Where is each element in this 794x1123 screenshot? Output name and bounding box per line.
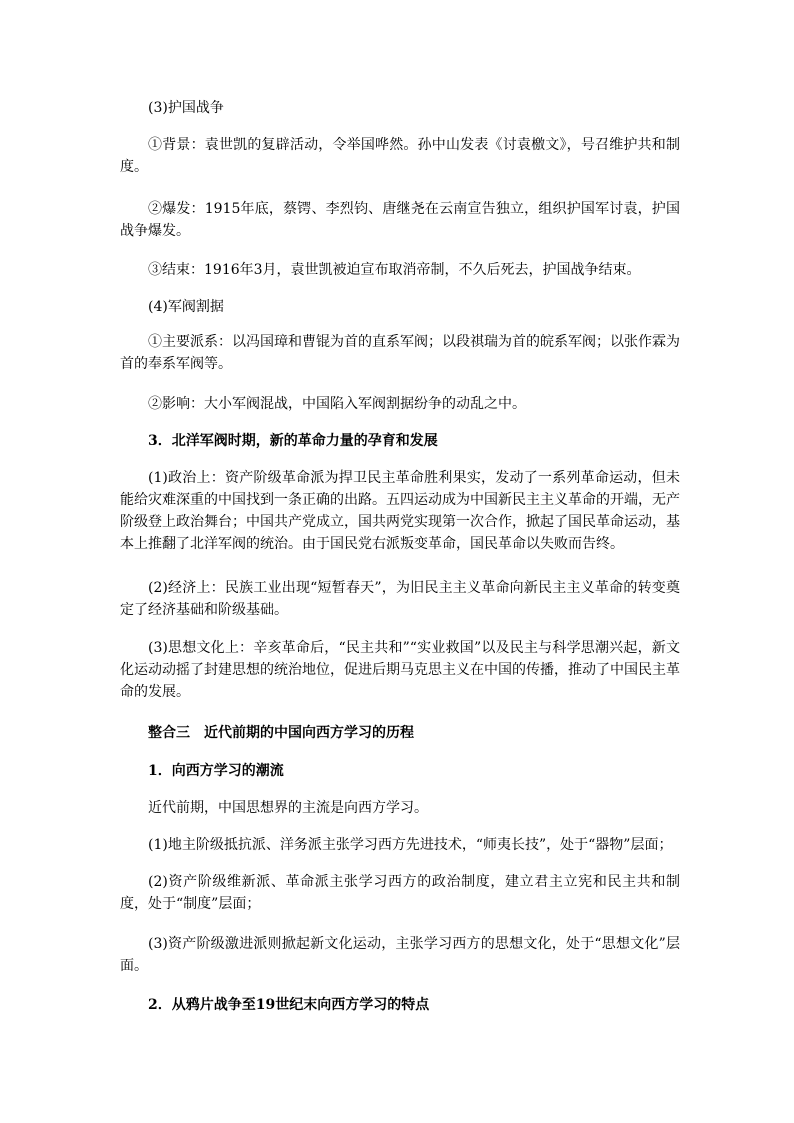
paragraph-warlord-heading: (4)军阀割据	[148, 299, 224, 315]
paragraph-factions: ①主要派系：以冯国璋和曹锟为首的直系军阀；以段祺瑞为首的皖系军阀；以张作霖为首的奉系军阀等。	[120, 334, 680, 372]
paragraph-huguo-heading: (3)护国战争	[148, 100, 224, 116]
section-heading-1: 1．向西方学习的潮流	[148, 763, 284, 779]
paragraph-culture: (3)思想文化上：辛亥革命后，“民主共和”“实业救国”以及民主与科学思潮兴起，新文化运动动摇了封建思想的统治地位，促进后期马克思主义在中国的传播，推动了中国民主革命的发展。	[120, 640, 680, 700]
section-heading-2: 2．从鸦片战争至19世纪末向西方学习的特点	[148, 997, 430, 1013]
paragraph-end: ③结束：1916年3月，袁世凯被迫宣布取消帝制，不久后死去，护国战争结束。	[148, 262, 641, 278]
paragraph-background: ①背景：袁世凯的复辟活动，令举国哗然。孙中山发表《讨袁檄文》，号召维护共和制度。	[120, 137, 680, 175]
section-heading-3: 3．北洋军阀时期，新的革命力量的孕育和发展	[148, 433, 438, 449]
paragraph-zhidu: (2)资产阶级维新派、革命派主张学习西方的政治制度，建立君主立宪和民主共和制度，处于“制度”层面；	[120, 874, 680, 912]
paragraph-qiwu: (1)地主阶级抵抗派、洋务派主张学习西方先进技术，“师夷长技”，处于“器物”层面；	[148, 837, 673, 853]
paragraph-politics: (1)政治上：资产阶级革命派为捍卫民主革命胜利果实，发动了一系列革命运动，但未能给灾难深重的中国找到一条正确的出路。五四运动成为中国新民主主义革命的开端，无产阶级登上政治舞台；中国共产党成立，国共两党实现第一次合作，掀起了国民革命运动，基本上推翻了北洋军阀的统治。由于国民党右派叛变革命，国民革命以失败而告终。	[120, 470, 680, 552]
paragraph-impact: ②影响：大小军阀混战，中国陷入军阀割据纷争的动乱之中。	[148, 396, 526, 412]
paragraph-outbreak: ②爆发：1915年底，蔡锷、李烈钧、唐继尧在云南宣告独立，组织护国军讨袁，护国战争爆发。	[120, 201, 680, 239]
paragraph-mainstream: 近代前期，中国思想界的主流是向西方学习。	[148, 800, 428, 816]
paragraph-sixiang: (3)资产阶级激进派则掀起新文化运动，主张学习西方的思想文化，处于“思想文化”层面。	[120, 936, 680, 974]
paragraph-economy: (2)经济上：民族工业出现“短暂春天”，为旧民主主义革命向新民主主义革命的转变奠定了经济基础和阶级基础。	[120, 580, 680, 618]
section-heading-zhenghe-3: 整合三 近代前期的中国向西方学习的历程	[148, 725, 414, 741]
